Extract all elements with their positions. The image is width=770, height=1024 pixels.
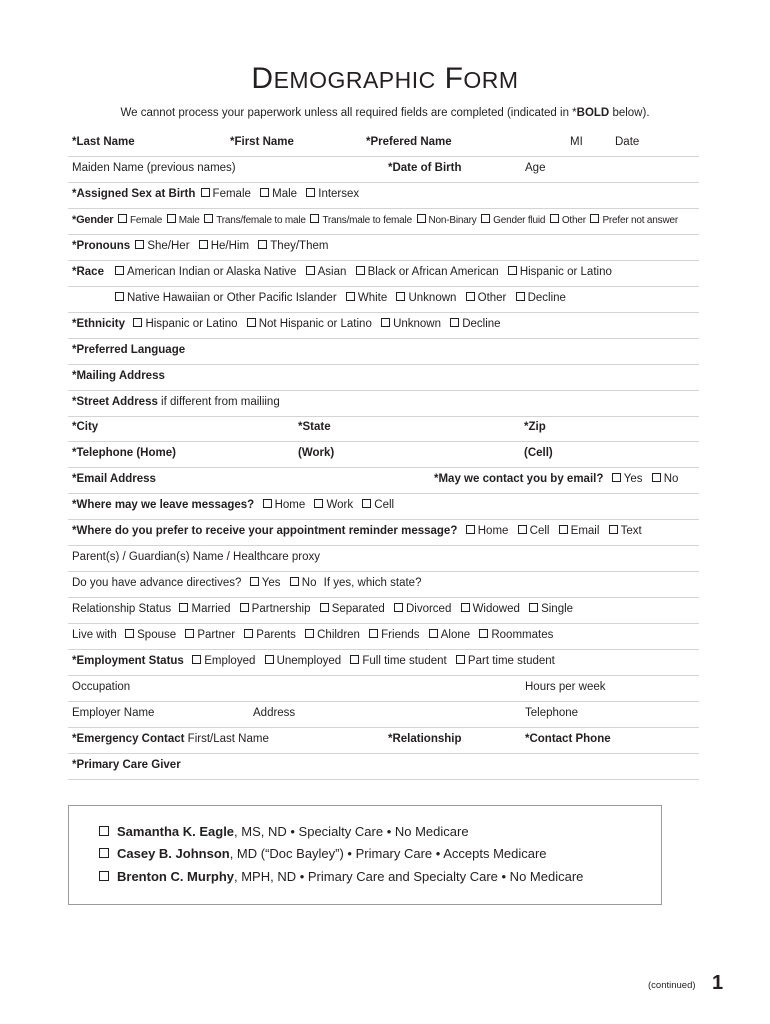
checkbox-icon[interactable] [550,214,559,223]
directives-option-no[interactable]: No [288,577,317,589]
employer-address-field[interactable]: Address [253,707,296,719]
form-instructions: We cannot process your paperwork unless all required fields are completed (indicated in *BOLD below). [120,107,650,119]
pronouns-row [68,235,699,261]
gender-option-female[interactable]: Female [116,215,162,226]
maiden-row [68,157,699,183]
employment-option-full-time[interactable]: Full time student [348,655,446,667]
sex-option-female[interactable]: Female [199,188,251,200]
checkbox-icon[interactable] [652,473,661,482]
occupation-field[interactable]: Occupation [72,681,131,693]
mailing-address-field[interactable]: *Mailing Address [72,370,165,382]
checkbox-icon[interactable] [461,603,470,612]
gender-option-trans-ftm[interactable]: Trans/female to male [202,215,306,226]
ethnicity-option-not-hispanic[interactable]: Not Hispanic or Latino [245,318,372,330]
telephone-row [68,442,699,468]
emergency-contact-field[interactable]: *Emergency Contact First/Last Name [72,733,269,745]
hours-per-week-field[interactable]: Hours per week [525,681,606,693]
maiden-name-field[interactable]: Maiden Name (previous names) [72,162,236,174]
gender-label: *Gender [72,214,114,226]
live-with-option-children[interactable]: Children [303,629,360,641]
checkbox-icon[interactable] [310,214,319,223]
checkbox-icon[interactable] [260,188,269,197]
ethnicity-option-decline[interactable]: Decline [448,318,500,330]
messages-row [68,494,699,520]
checkbox-icon[interactable] [244,629,253,638]
street-address-field[interactable]: *Street Address if different from mailiing [72,396,280,408]
sex-option-intersex[interactable]: Intersex [304,188,359,200]
date-of-birth-field[interactable]: *Date of Birth [388,162,462,174]
directives-label: Do you have advance directives? [72,577,242,589]
first-name-field[interactable]: *First Name [230,136,294,148]
race-row-2 [68,287,699,313]
gender-option-fluid[interactable]: Gender fluid [479,215,545,226]
checkbox-icon[interactable] [516,292,525,301]
relationship-option-married[interactable]: Married [177,603,230,615]
checkbox-icon[interactable] [265,655,274,664]
checkbox-icon[interactable] [314,499,323,508]
race-option-hispanic[interactable]: Hispanic or Latino [506,266,612,278]
primary-care-giver-field[interactable]: *Primary Care Giver [72,759,181,771]
relationship-option-single[interactable]: Single [527,603,573,615]
sex-option-male[interactable]: Male [258,188,297,200]
reminder-option-cell[interactable]: Cell [516,525,550,537]
checkbox-icon[interactable] [179,603,188,612]
checkbox-icon[interactable] [115,266,124,275]
mailing-row [68,365,699,391]
checkbox-icon[interactable] [466,525,475,534]
email-field[interactable]: *Email Address [72,473,156,485]
gender-option-trans-mtf[interactable]: Trans/male to female [308,215,412,226]
checkbox-icon[interactable] [133,318,142,327]
live-with-option-roommates[interactable]: Roommates [477,629,553,641]
checkbox-icon[interactable] [481,214,490,223]
street-row [68,391,699,417]
checkbox-icon[interactable] [185,629,194,638]
email-row [68,468,699,494]
ethnicity-label: *Ethnicity [72,318,126,330]
email-contact-label: *May we contact you by email? [434,473,604,485]
race-option-unknown[interactable]: Unknown [394,292,456,304]
message-option-cell[interactable]: Cell [360,499,394,511]
checkbox-icon[interactable] [305,629,314,638]
checkbox-icon[interactable] [590,214,599,223]
work-phone-field[interactable]: (Work) [298,447,335,459]
guardian-field[interactable]: Parent(s) / Guardian(s) Name / Healthcare proxy [72,551,320,563]
checkbox-icon[interactable] [350,655,359,664]
primary-care-row [68,754,699,780]
pronouns-label: *Pronouns [72,240,131,252]
directives-option-yes[interactable]: Yes [248,577,281,589]
employment-option-unemployed[interactable]: Unemployed [263,655,342,667]
checkbox-icon[interactable] [508,266,517,275]
middle-initial-field[interactable]: MI [570,136,583,148]
messages-label: *Where may we leave messages? [72,499,255,511]
checkbox-icon[interactable] [450,318,459,327]
employment-row [68,650,699,676]
checkbox-icon[interactable] [247,318,256,327]
employer-name-field[interactable]: Employer Name [72,707,155,719]
state-field[interactable]: *State [298,421,331,433]
checkbox-icon[interactable] [167,214,176,223]
city-row [68,416,699,442]
reminder-option-home[interactable]: Home [464,525,509,537]
emergency-row [68,728,699,754]
city-field[interactable]: *City [72,421,99,433]
checkbox-icon[interactable] [346,292,355,301]
race-option-black[interactable]: Black or African American [354,266,499,278]
email-contact-yes[interactable]: Yes [610,473,643,485]
live-with-row [68,624,699,650]
checkbox-icon[interactable] [118,214,127,223]
race-option-white[interactable]: White [344,292,387,304]
checkbox-icon[interactable] [518,525,527,534]
checkbox-icon[interactable] [125,629,134,638]
relationship-row [68,598,699,624]
reminder-option-email[interactable]: Email [557,525,600,537]
relationship-option-widowed[interactable]: Widowed [459,603,520,615]
race-option-american-indian[interactable]: American Indian or Alaska Native [113,266,296,278]
checkbox-icon[interactable] [320,603,329,612]
race-option-pacific-islander[interactable]: Native Hawaiian or Other Pacific Islander [113,292,337,304]
checkbox-icon[interactable] [240,603,249,612]
live-with-option-partner[interactable]: Partner [183,629,235,641]
checkbox-icon[interactable] [612,473,621,482]
pronoun-option-they[interactable]: They/Them [256,240,328,252]
reminder-label: *Where do you prefer to receive your appointment reminder message? [72,525,458,537]
provider-option-murphy[interactable]: Brenton C. Murphy, MPH, ND • Primary Care and Specialty Care • No Medicare [97,869,583,884]
checkbox-icon[interactable] [396,292,405,301]
message-option-work[interactable]: Work [312,499,353,511]
reminder-row [68,520,699,546]
ethnicity-option-hispanic[interactable]: Hispanic or Latino [131,318,237,330]
checkbox-icon[interactable] [199,240,208,249]
relationship-option-divorced[interactable]: Divorced [392,603,451,615]
checkbox-icon[interactable] [529,603,538,612]
checkbox-icon[interactable] [466,292,475,301]
checkbox-icon[interactable] [362,499,371,508]
occupation-row [68,676,699,702]
checkbox-icon[interactable] [263,499,272,508]
zip-field[interactable]: *Zip [524,421,546,433]
race-option-asian[interactable]: Asian [304,266,347,278]
page-number: 1 [712,972,724,994]
form-title: DEMOGRAPHIC FORM [251,62,519,95]
race-option-other[interactable]: Other [464,292,507,304]
pronoun-option-she[interactable]: She/Her [133,240,189,252]
relationship-label: Relationship Status [72,603,172,615]
checkbox-icon[interactable] [417,214,426,223]
employer-telephone-field[interactable]: Telephone [525,707,579,719]
relationship-option-partnership[interactable]: Partnership [238,603,311,615]
sex-label: *Assigned Sex at Birth [72,188,196,200]
checkbox-icon[interactable] [192,655,201,664]
employment-option-employed[interactable]: Employed [190,655,255,667]
checkbox-icon[interactable] [306,266,315,275]
checkbox-icon[interactable] [250,577,259,586]
gender-option-prefer-not[interactable]: Prefer not answer [588,215,678,226]
message-option-home[interactable]: Home [261,499,306,511]
provider-selection-box [68,805,662,905]
checkbox-icon[interactable] [456,655,465,664]
checkbox-icon[interactable] [290,577,299,586]
checkbox-icon[interactable] [609,525,618,534]
checkbox-icon[interactable] [99,871,109,881]
guardian-row [68,546,699,572]
preferred-language-field[interactable]: *Preferred Language [72,344,186,356]
sex-row [68,183,699,209]
live-with-option-friends[interactable]: Friends [367,629,419,641]
ethnicity-row [68,313,699,339]
cell-phone-field[interactable]: (Cell) [524,447,553,459]
age-field[interactable]: Age [525,162,546,174]
checkbox-icon[interactable] [559,525,568,534]
last-name-field[interactable]: *Last Name [72,136,135,148]
race-label: *Race [72,266,104,278]
live-with-option-spouse[interactable]: Spouse [123,629,176,641]
checkbox-icon[interactable] [115,292,124,301]
employer-row [68,702,699,728]
live-with-label: Live with [72,629,117,641]
reminder-option-text[interactable]: Text [607,525,642,537]
checkbox-icon[interactable] [201,188,210,197]
checkbox-icon[interactable] [429,629,438,638]
emergency-relationship-field[interactable]: *Relationship [388,733,462,745]
gender-row [68,209,699,235]
relationship-option-separated[interactable]: Separated [318,603,385,615]
checkbox-icon[interactable] [369,629,378,638]
date-field[interactable]: Date [615,136,640,148]
pronoun-option-he[interactable]: He/Him [197,240,249,252]
home-phone-field[interactable]: *Telephone (Home) [72,447,176,459]
gender-option-non-binary[interactable]: Non-Binary [415,215,477,226]
live-with-option-alone[interactable]: Alone [427,629,470,641]
employment-label: *Employment Status [72,655,184,667]
checkbox-icon[interactable] [135,240,144,249]
directives-state-field[interactable]: If yes, which state? [323,577,422,589]
employment-option-part-time[interactable]: Part time student [454,655,555,667]
provider-option-eagle[interactable]: Samantha K. Eagle, MS, ND • Specialty Care • No Medicare [97,824,469,839]
directives-row [68,572,699,598]
race-row-1 [68,261,699,287]
checkbox-icon[interactable] [99,826,109,836]
email-contact-no[interactable]: No [650,473,679,485]
checkbox-icon[interactable] [356,266,365,275]
gender-option-other[interactable]: Other [548,215,586,226]
name-row [68,131,699,157]
continued-note: (continued) [648,980,696,991]
provider-option-johnson[interactable]: Casey B. Johnson, MD (“Doc Bayley”) • Primary Care • Accepts Medicare [97,846,547,861]
checkbox-icon[interactable] [479,629,488,638]
language-row [68,339,699,365]
checkbox-icon[interactable] [381,318,390,327]
gender-option-male[interactable]: Male [165,215,200,226]
checkbox-icon[interactable] [306,188,315,197]
ethnicity-option-unknown[interactable]: Unknown [379,318,441,330]
checkbox-icon[interactable] [258,240,267,249]
checkbox-icon[interactable] [204,214,213,223]
checkbox-icon[interactable] [394,603,403,612]
checkbox-icon[interactable] [99,848,109,858]
live-with-option-parents[interactable]: Parents [242,629,296,641]
prefered-name-field[interactable]: *Prefered Name [366,136,452,148]
emergency-phone-field[interactable]: *Contact Phone [525,733,611,745]
race-option-decline[interactable]: Decline [514,292,566,304]
